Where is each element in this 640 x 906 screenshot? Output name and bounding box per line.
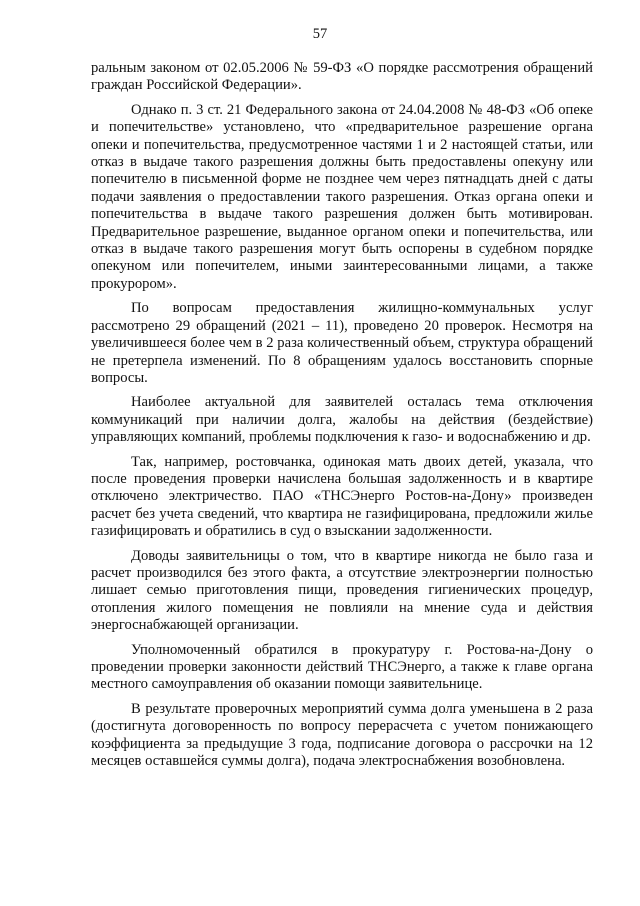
page-number: 57 bbox=[312, 26, 328, 42]
paragraph-housing-services-statistics: По вопросам предоставления жилищно-коммунальных услуг рассмотрено 29 обращений (2021 – 11), проведено 20 проверок. Несмотря на увеличившееся более чем в 2 раза количественный объем, структура обращений не претерпела изменений. По 8 обращениям удалось восстановить спорные вопросы. bbox=[91, 300, 593, 386]
paragraph-law-reference-continuation: ральным законом от 02.05.2006 № 59-ФЗ «О порядке рассмотрения обращений граждан Российской Федерации». bbox=[91, 60, 593, 94]
paragraph-applicant-arguments: Доводы заявительницы о том, что в квартире никогда не было газа и расчет производился без этого факта, а отсутствие электроэнергии полностью лишает семью приготовления пищи, проведения гигиенических процедур, отопления жилого помещения не повлияли на мнение суда и действия энергоснабжающей организации. bbox=[91, 547, 593, 634]
paragraph-outcome: В результате проверочных мероприятий сумма долга уменьшена в 2 раза (достигнута договоренность по вопросу перерасчета с учетом понижающего коэффициента за предыдущие 3 года, подписание договора о рассрочки на 12 месяцев оставшейся суммы долга), подача электроснабжения возобновлена. bbox=[91, 700, 593, 770]
document-body bbox=[91, 60, 593, 777]
paragraph-guardianship-law: Однако п. 3 ст. 21 Федерального закона от 24.04.2008 № 48-ФЗ «Об опеке и попечительстве» установлено, что «предварительное разрешение органа опеки и попечительства, предусмотренное частями 1 и 2 настоящей статьи, или отказ в выдаче такого разрешения должны быть предоставлены опекуну или попечителю в письменной форме не позднее чем через пятнадцать дней с даты подачи заявления о предоставлении такого разрешения. Отказ органа опеки и попечительства в выдаче такого разрешения должен быть мотивирован. Предварительное разрешение, выданное органом опеки и попечительства, или отказ в выдаче такого разрешения могут быть оспорены в судебном порядке опекуном или попечителем, иными заинтересованными лицами, а также прокурором». bbox=[91, 101, 593, 292]
paragraph-ombudsman-action: Уполномоченный обратился в прокуратуру г. Ростова-на-Дону о проведении проверки законности действий ТНСЭнерго, а также к главе органа местного самоуправления об оказании помощи заявительнице. bbox=[91, 641, 593, 693]
paragraph-case-example: Так, например, ростовчанка, одинокая мать двоих детей, указала, что после проведения проверки начислена большая задолженность и в квартире отключено электричество. ПАО «ТНСЭнерго Ростов-на-Дону» произведен расчет без учета сведений, что квартира не газифицирована, предложили жилье газифицировать и обратились в суд о взыскании задолженности. bbox=[91, 453, 593, 540]
paragraph-topical-issues: Наиболее актуальной для заявителей осталась тема отключения коммуникаций при наличии долга, жалобы на действия (бездействие) управляющих компаний, проблемы подключения к газо- и водоснабжению и др. bbox=[91, 394, 593, 446]
